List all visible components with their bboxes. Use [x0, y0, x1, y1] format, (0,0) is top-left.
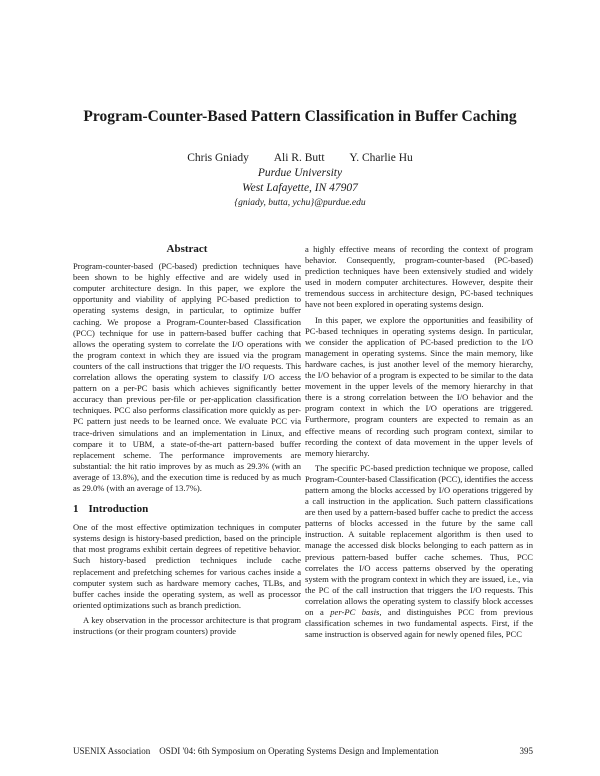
body-paragraph: a highly effective means of recording the context of program behavior. Consequently, program-counter-based (PC-based) prediction techniques have been extensively studied and widely used in modern computer architectures. However, despite their tremendous success in architecture design, PC-based techniques have not been explored in operating systems design.: [305, 244, 533, 310]
body-paragraph: In this paper, we explore the opportunities and feasibility of PC-based techniques in operating systems design. In particular, we consider the application of PC-based prediction to the I/O management in operating systems. Since the main memory, like hardware caches, is just another level of the memory hierarchy, the I/O behavior of a program is expected to be similar to the data movement in the upper levels of the memory hierarchy in that there is a strong correlation between the I/O behavior and the program context in which the I/O operations are triggered. Furthermore, program counters are expected to remain as an effective means of recording such program context, similar to recording the context of data movement in the upper levels of memory hierarchy.: [305, 314, 533, 458]
location: West Lafayette, IN 47907: [242, 182, 358, 194]
section-title: Introduction: [88, 503, 149, 516]
left-column: [73, 244, 301, 641]
page-footer: [73, 746, 533, 756]
footer-conference: OSDI '04: 6th Symposium on Operating Systems Design and Implementation: [159, 746, 439, 756]
text-run: , and distinguishes PCC from previous classification schemes in two fundamental aspects. First, if the same instruction is observed again for newly opened files, PCC: [305, 607, 533, 640]
section-heading: [73, 504, 301, 515]
author-email: {gniady, butta, ychu}@purdue.edu: [234, 198, 366, 208]
author-name: Ali R. Butt: [273, 152, 325, 164]
text-run: The specific PC-based prediction technique we propose, called Program-Counter-based Classification (PCC), identifies the access pattern among the blocks accessed by I/O operations triggered by a call instruction in the application. Such pattern classifications are then used by a pattern-based buffer cache to predict the access patterns of blocks accessed in the future by the same call instruction. A suitable replacement algorithm is then used to manage the accessed disk blocks belonging to each pattern as in previous pattern-based buffer cache schemes. Thus, PCC correlates the I/O access patterns observed by the operating system with the program context in which they are issued, i.e., via the PC of the call instruction that triggers the I/O requests. This correlation allows the operating system to classify block accesses on a: [305, 462, 533, 617]
intro-paragraph: A key observation in the processor architecture is that program instructions (or their program counters) provide: [73, 614, 301, 636]
section-number: 1: [73, 503, 79, 516]
affiliation: Purdue University: [257, 167, 343, 179]
page-number: 395: [519, 746, 533, 756]
abstract-heading: Abstract: [166, 243, 208, 255]
right-column: [305, 244, 533, 644]
author-list: [0, 152, 600, 164]
author-name: Chris Gniady: [187, 152, 249, 164]
paper-title: Program-Counter-Based Pattern Classification in Buffer Caching: [83, 108, 517, 125]
author-name: Y. Charlie Hu: [349, 152, 413, 164]
footer-venue: USENIX Association: [73, 746, 151, 756]
body-paragraph: [305, 463, 533, 641]
abstract-text: Program-counter-based (PC-based) prediction techniques have been shown to be highly effective and are widely used in computer architecture design. In this paper, we explore the opportunity and viability of applying PC-based prediction to operating systems design, in particular, to optimize buffer caching. We propose a Program-Counter-based Classification (PCC) technique for use in pattern-based buffer caching that allows the operating system to correlate the I/O operations with the program context in which they are issued via the program counters of the call instructions that trigger the I/O requests. This correlation allows the operating system to classify I/O access pattern on a per-PC basis which achieves significantly better accuracy than previous per-file or per-application classification techniques. PCC also performs classification more quickly as per-PC pattern just needs to be learned once. We evaluate PCC via trace-driven simulations and an implementation in Linux, and compare it to UBM, a state-of-the-art pattern-based buffer replacement scheme. The performance improvements are substantial: the hit ratio improves by as much as 29.3% (with an average of 13.8%), and the execution time is reduced by as much as 29.0% (with an average of 13.7%).: [73, 261, 301, 493]
emphasis-text: per-PC basis: [330, 607, 380, 617]
intro-paragraph: One of the most effective optimization techniques in computer systems design is history-based prediction, based on the principle that most programs exhibit certain degrees of repetitive behavior. Such history-based prediction techniques include cache replacement and prefetching schemes for various caches inside a computer system such as hardware memory caches, TLBs, and buffer caches inside the operating system, as well as processor oriented optimizations such as branch prediction.: [73, 522, 301, 610]
